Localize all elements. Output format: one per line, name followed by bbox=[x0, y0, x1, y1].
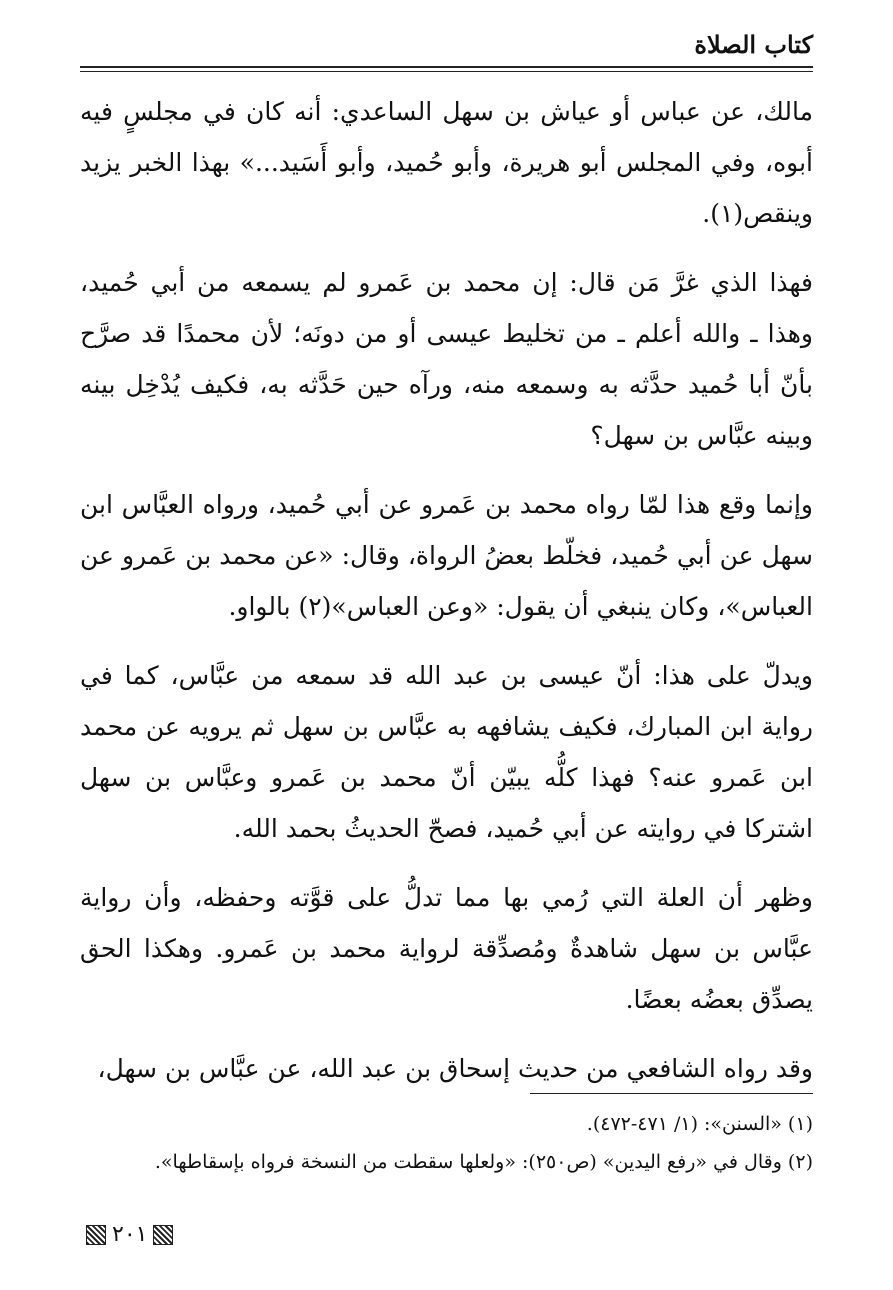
footnote-1: (١) «السنن»: (١/ ٤٧١-٤٧٢). bbox=[586, 1113, 813, 1135]
main-text bbox=[80, 86, 813, 1112]
header-rule-thin bbox=[80, 71, 813, 72]
paragraph-6: وقد رواه الشافعي من حديث إسحاق بن عبد الله، عن عبَّاس بن سهل، bbox=[97, 1054, 813, 1083]
paragraph-4: ويدلّ على هذا: أنّ عيسى بن عبد الله قد سمعه من عبَّاس، كما في رواية ابن المبارك، فكيف يشافهه به عبَّاس بن سهل ثم يرويه عن محمد ابن عَمرو عنه؟ فهذا كلُّه يبيّن أنّ محمد بن عَمرو وعبَّاس بن سهل اشتركا في روايته عن أبي حُميد، فصحّ الحديثُ بحمد الله. bbox=[80, 661, 813, 843]
ornament-icon bbox=[153, 1225, 173, 1245]
page-number: ٢٠١ bbox=[112, 1222, 148, 1247]
page-footer bbox=[86, 1222, 173, 1247]
ornament-icon bbox=[86, 1225, 106, 1245]
footnote-separator bbox=[530, 1093, 813, 1094]
paragraph-5: وظهر أن العلة التي رُمي بها مما تدلُّ على قوَّته وحفظه، وأن رواية عبَّاس بن سهل شاهدةٌ ومُصدِّقة لرواية محمد بن عَمرو. وهكذا الحق يصدِّق بعضُه بعضًا. bbox=[80, 883, 813, 1014]
header-rule bbox=[80, 66, 813, 68]
paragraph-2: فهذا الذي غرَّ مَن قال: إن محمد بن عَمرو لم يسمعه من أبي حُميد، وهذا ـ والله أعلم ـ من تخليط عيسى أو من دونَه؛ لأن محمدًا قد صرَّح بأنّ أبا حُميد حدَّثه به وسمعه منه، ورآه حين حَدَّثه به، فكيف يُدْخِل بينه وبينه عبَّاس بن سهل؟ bbox=[80, 268, 813, 450]
footnote-2: (٢) وقال في «رفع اليدين» (ص٢٥٠): «ولعلها سقطت من النسخة فرواه بإسقاطها». bbox=[154, 1151, 813, 1173]
paragraph-1: مالك، عن عباس أو عياش بن سهل الساعدي: أنه كان في مجلسٍ فيه أبوه، وفي المجلس أبو هريرة، وأبو حُميد، وأبو أَسَيد...» بهذا الخبر يزيد وينقص(١). bbox=[80, 97, 813, 228]
footnotes bbox=[80, 1105, 813, 1181]
running-header-title: كتاب الصلاة bbox=[694, 30, 813, 59]
paragraph-3: وإنما وقع هذا لمّا رواه محمد بن عَمرو عن أبي حُميد، ورواه العبَّاس ابن سهل عن أبي حُميد، فخلّط بعضُ الرواة، وقال: «عن محمد بن عَمرو عن العباس»، وكان ينبغي أن يقول: «وعن العباس»(٢) بالواو. bbox=[80, 490, 813, 621]
